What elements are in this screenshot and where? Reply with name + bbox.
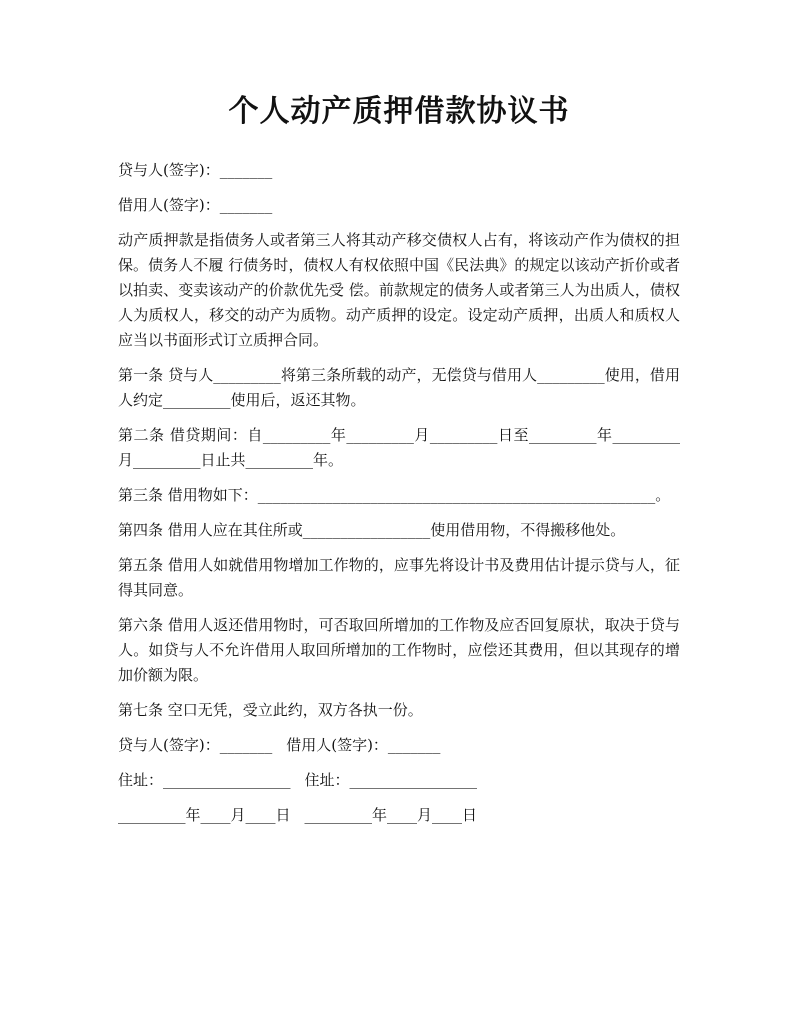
article-4: 第四条 借用人应在其住所或_________________使用借用物，不得搬移他处。 [118, 521, 626, 539]
lender-signature-line: 贷与人(签字)：_______ [118, 161, 273, 179]
footer-dates [118, 803, 680, 828]
footer-borrower-signature: 借用人(签字)：_______ [286, 736, 441, 754]
document-title: 个人动产质押借款协议书 [228, 94, 570, 129]
article-7: 第七条 空口无凭，受立此约，双方各执一份。 [118, 701, 423, 719]
footer-lender-address: 住址：_________________ [118, 771, 291, 789]
borrower-signature-line: 借用人(签字)：_______ [118, 196, 273, 214]
footer-borrower-address: 住址：_________________ [304, 771, 478, 789]
footer-lender-date: _________年____月____日 [118, 806, 291, 824]
article-6: 第六条 借用人返还借用物时，可否取回所增加的工作物及应否回复原状，取决于贷与人。如贷与人不允许借用人取回所增加的工作物时，应偿还其费用，但以其现存的增加价额为限。 [118, 616, 680, 684]
footer-signatures [118, 733, 680, 758]
article-3: 第三条 借用物如下：_____________________________________________________。 [118, 486, 671, 504]
article-1: 第一条 贷与人_________将第三条所载的动产，无偿贷与借用人_________使用，借用人约定_________使用后，返还其物。 [118, 366, 680, 409]
footer-addresses [118, 768, 680, 793]
article-5: 第五条 借用人如就借用物增加工作物的，应事先将设计书及费用估计提示贷与人，征得其同意。 [118, 556, 680, 599]
intro-paragraph: 动产质押款是指债务人或者第三人将其动产移交债权人占有，将该动产作为债权的担保。债务人不履 行债务时，债权人有权依照中国《民法典》的规定以该动产折价或者以拍卖、变卖该动产的价款优先受 偿。前款规定的债务人或者第三人为出质人，债权人为质权人，移交的动产为质物。动产质押的设定。设定动产质押，出质人和质权人应当以书面形式订立质押合同。 [118, 231, 680, 349]
footer-lender-signature: 贷与人(签字)：_______ [118, 736, 273, 754]
article-2: 第二条 借贷期间：自_________年_________月_________日至_________年_________月_________日止共_________年。 [118, 426, 680, 469]
footer-borrower-date: _________年____月____日 [304, 806, 478, 824]
